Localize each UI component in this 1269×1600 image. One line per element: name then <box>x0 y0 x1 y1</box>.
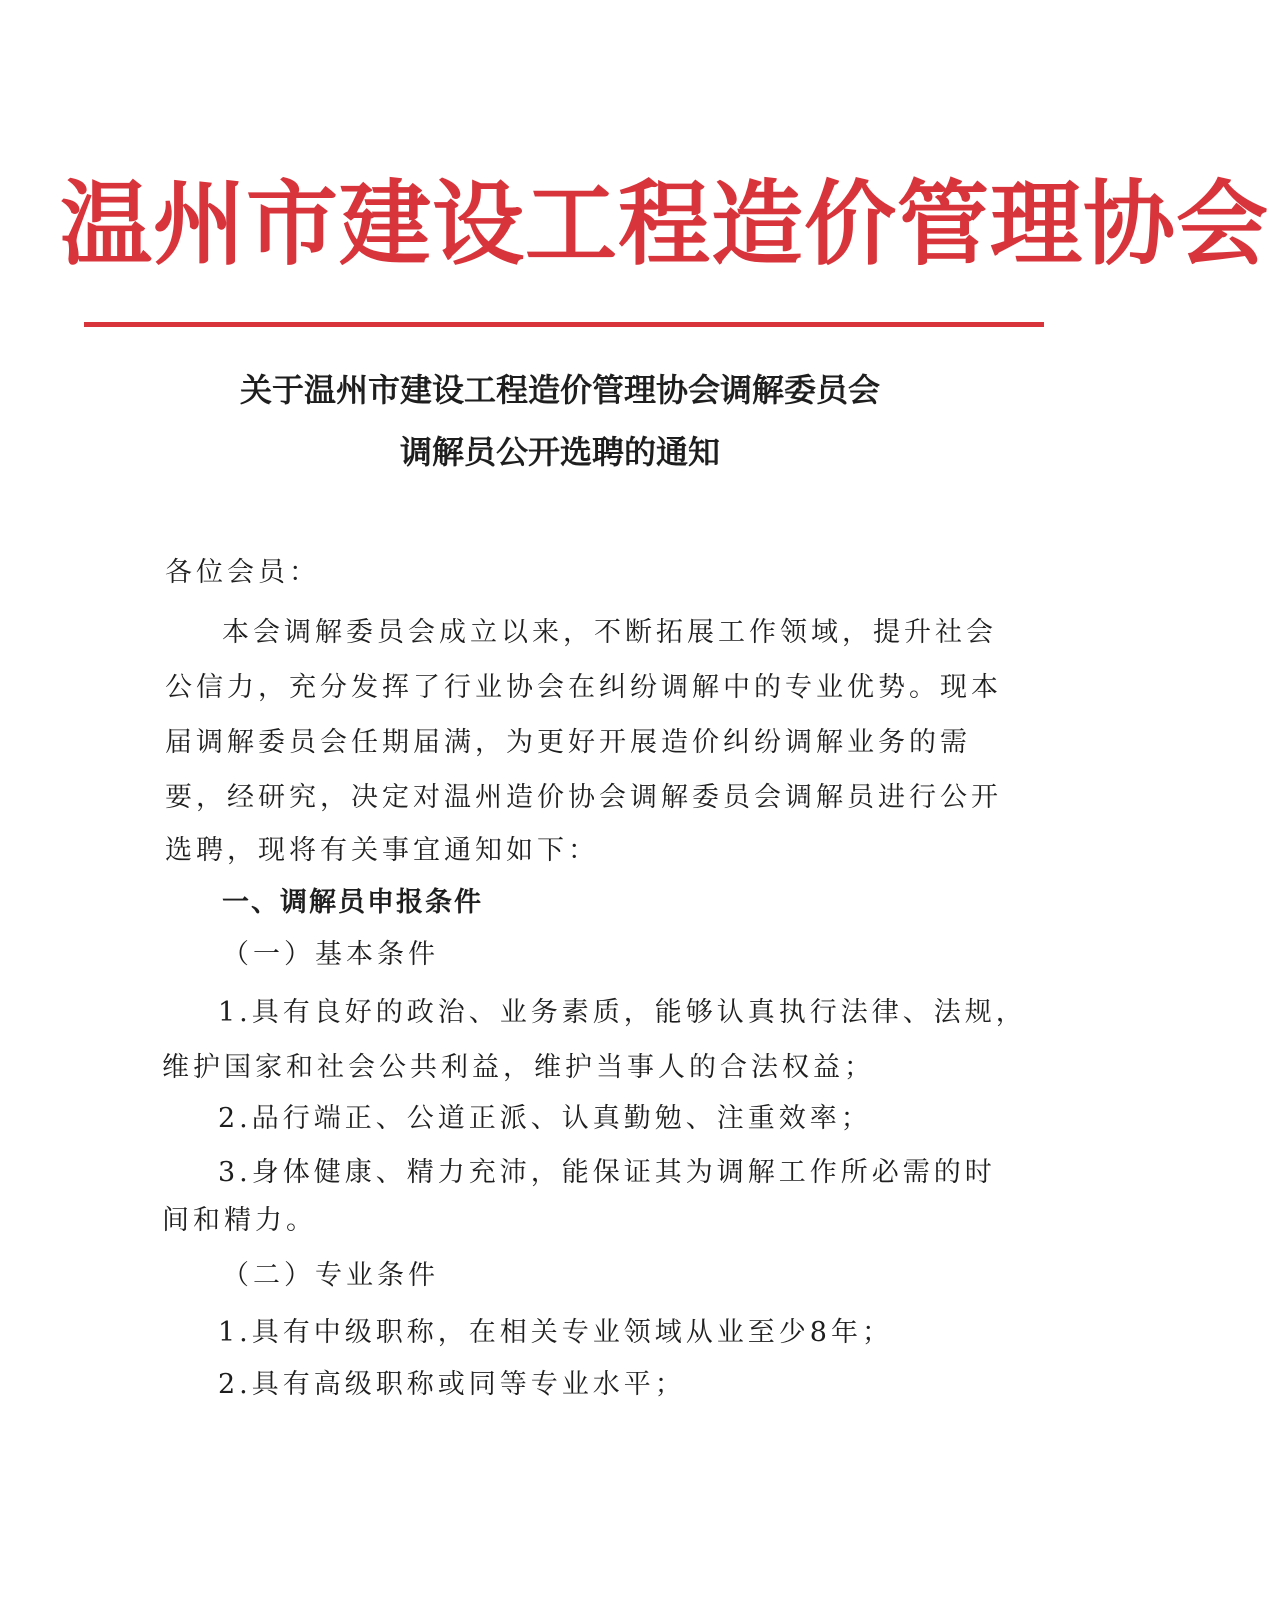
basic-condition-line: 1.具有良好的政治、业务素质，能够认真执行法律、法规， <box>218 997 1027 1028</box>
document-title-line-2: 调解员公开选聘的通知 <box>399 433 720 471</box>
basic-condition-line: 间和精力。 <box>162 1205 317 1236</box>
subsection-heading-professional: （二）专业条件 <box>222 1260 439 1291</box>
professional-condition-line: 1.具有中级职称，在相关专业领域从业至少8年； <box>218 1317 893 1348</box>
subsection-heading-basic: （一）基本条件 <box>222 939 439 970</box>
letterhead-org-name: 温州市建设工程造价管理协会 <box>60 171 1269 278</box>
intro-line: 选聘，现将有关事宜通知如下： <box>165 835 599 866</box>
basic-condition-line: 3.身体健康、精力充沛，能保证其为调解工作所必需的时 <box>218 1157 996 1188</box>
letterhead-red-rule <box>84 322 1044 327</box>
salutation: 各位会员： <box>165 557 320 588</box>
section-heading-application-conditions: 一、调解员申报条件 <box>222 887 483 918</box>
intro-line: 要，经研究，决定对温州造价协会调解委员会调解员进行公开 <box>165 782 1002 813</box>
intro-line: 本会调解委员会成立以来，不断拓展工作领域，提升社会 <box>222 617 997 648</box>
document-title-line-1: 关于温州市建设工程造价管理协会调解委员会 <box>239 371 880 409</box>
basic-condition-line: 2.品行端正、公道正派、认真勤勉、注重效率； <box>218 1103 872 1134</box>
professional-condition-line: 2.具有高级职称或同等专业水平； <box>218 1369 686 1400</box>
intro-line: 届调解委员会任期届满，为更好开展造价纠纷调解业务的需 <box>165 727 971 758</box>
basic-condition-line: 维护国家和社会公共利益，维护当事人的合法权益； <box>162 1052 875 1083</box>
intro-line: 公信力，充分发挥了行业协会在纠纷调解中的专业优势。现本 <box>165 672 1002 703</box>
